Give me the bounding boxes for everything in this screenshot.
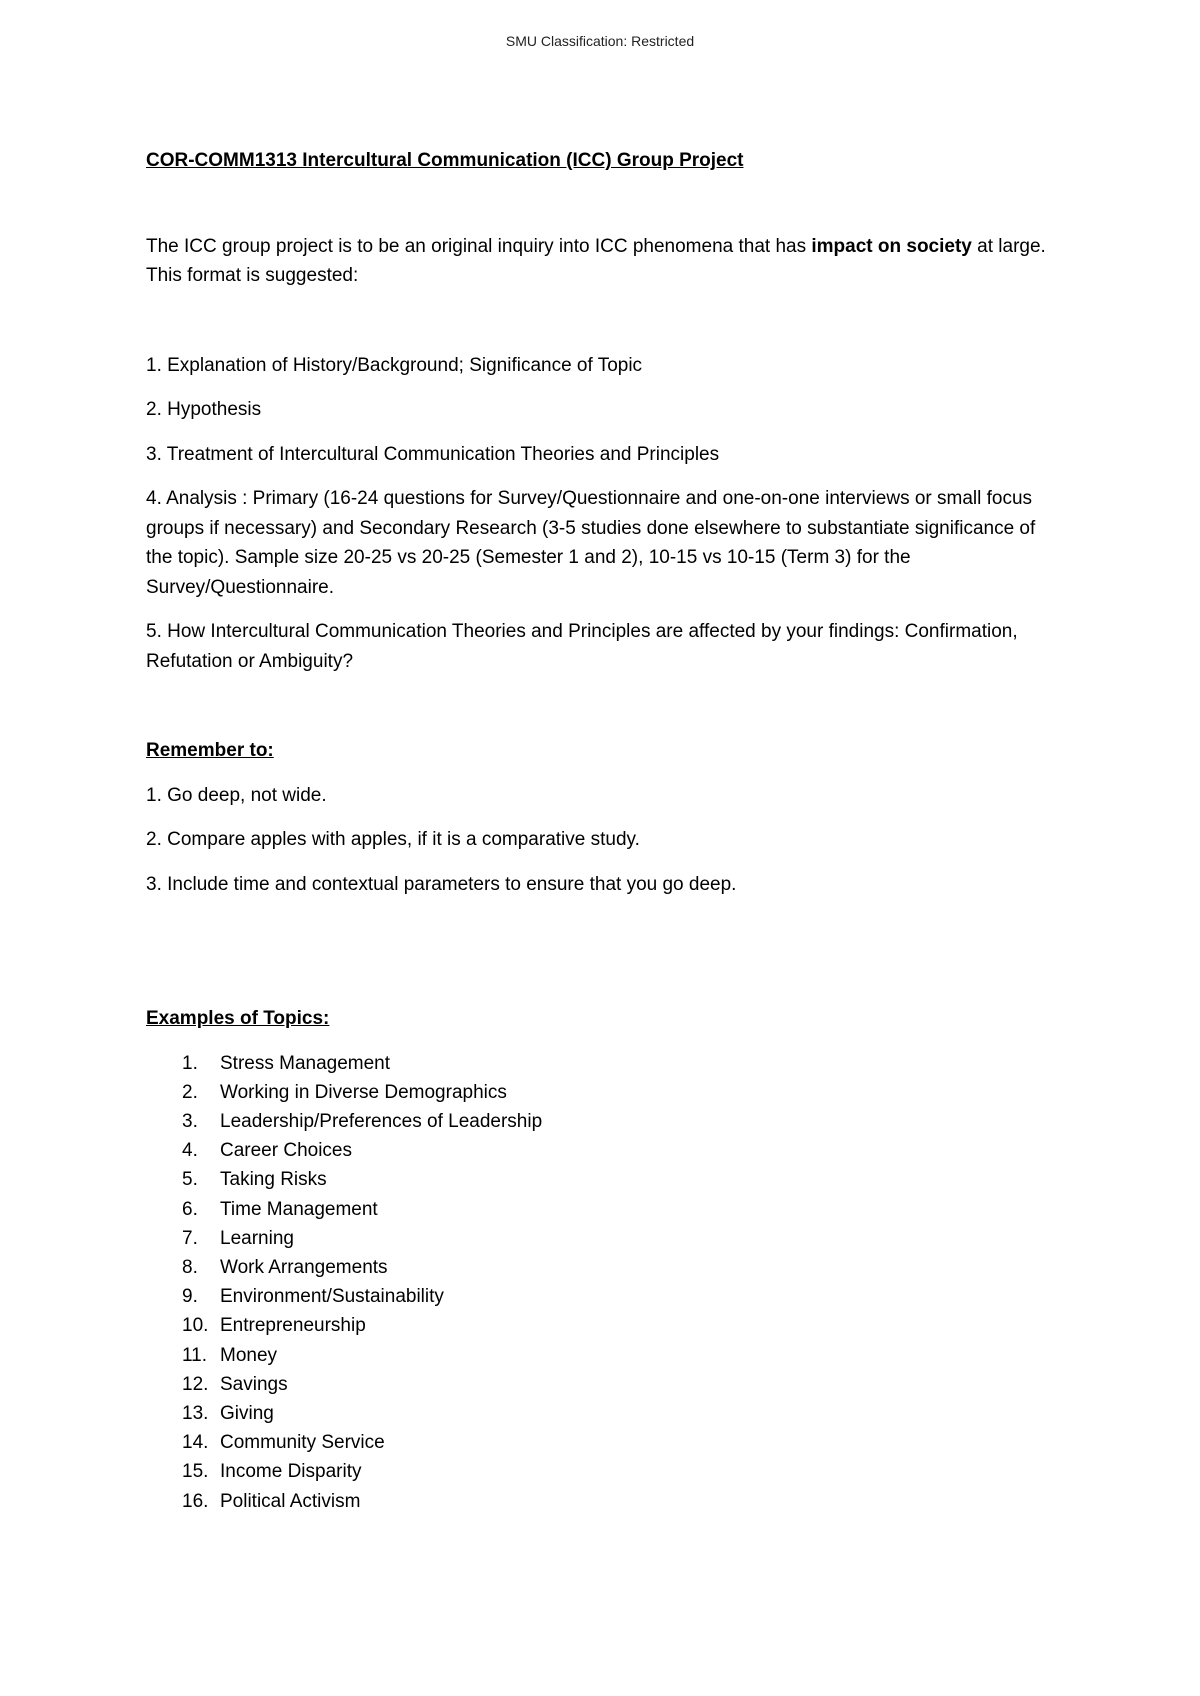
topic-text: Savings bbox=[220, 1373, 288, 1395]
intro-text-end: at large. This format is suggested: bbox=[146, 235, 1046, 286]
format-item-text: Hypothesis bbox=[161, 399, 262, 420]
remember-item-number: 1. bbox=[146, 784, 162, 806]
remember-item-text: Compare apples with apples, if it is a comparative study. bbox=[161, 829, 640, 850]
remember-item-number: 3. bbox=[146, 873, 162, 895]
format-item-number: 5. bbox=[146, 621, 162, 642]
topic-item bbox=[146, 1224, 1066, 1253]
topic-number: 14. bbox=[182, 1432, 209, 1454]
topic-item bbox=[146, 1165, 1066, 1194]
topic-text: Career Choices bbox=[220, 1140, 352, 1162]
topic-item bbox=[146, 1253, 1066, 1282]
topic-text: Political Activism bbox=[220, 1490, 361, 1512]
topic-item bbox=[146, 1399, 1066, 1428]
topic-text: Income Disparity bbox=[220, 1461, 362, 1483]
remember-item-text: Include time and contextual parameters to ensure that you go deep. bbox=[161, 873, 737, 895]
classification-header: SMU Classification: Restricted bbox=[505, 33, 695, 49]
format-item bbox=[146, 484, 1066, 602]
document-title: COR-COMM1313 Intercultural Communication (ICC) Group Project bbox=[146, 150, 744, 171]
format-list bbox=[146, 351, 1066, 677]
topic-number: 12. bbox=[182, 1373, 209, 1395]
topic-item bbox=[146, 1136, 1066, 1165]
topic-item bbox=[146, 1457, 1066, 1486]
format-item-number: 1. bbox=[146, 354, 162, 376]
topic-text: Money bbox=[220, 1344, 278, 1366]
topic-item bbox=[146, 1311, 1066, 1340]
topic-text: Community Service bbox=[220, 1432, 385, 1454]
topic-number: 13. bbox=[182, 1402, 209, 1424]
topic-number: 3. bbox=[182, 1110, 198, 1132]
topic-text: Learning bbox=[220, 1227, 294, 1249]
remember-list bbox=[146, 781, 1066, 900]
remember-heading: Remember to: bbox=[146, 740, 274, 761]
format-item-text: Explanation of History/Background; Significance of Topic bbox=[161, 354, 643, 376]
topic-item bbox=[146, 1341, 1066, 1370]
format-item bbox=[146, 440, 1066, 470]
topic-text: Time Management bbox=[220, 1198, 378, 1220]
topic-list bbox=[146, 1049, 1066, 1516]
format-item bbox=[146, 617, 1066, 676]
topic-number: 10. bbox=[182, 1315, 209, 1337]
intro-paragraph bbox=[146, 232, 1066, 291]
examples-heading: Examples of Topics: bbox=[146, 1008, 330, 1029]
topic-item bbox=[146, 1487, 1066, 1516]
topic-number: 15. bbox=[182, 1461, 209, 1483]
topic-text: Taking Risks bbox=[220, 1169, 327, 1191]
format-item-text: Treatment of Intercultural Communication Theories and Principles bbox=[161, 443, 720, 465]
topic-item bbox=[146, 1078, 1066, 1107]
remember-item-number: 2. bbox=[146, 829, 162, 850]
topic-number: 11. bbox=[182, 1344, 208, 1366]
topic-number: 6. bbox=[182, 1198, 198, 1220]
document-body bbox=[146, 146, 1066, 1516]
topic-text: Work Arrangements bbox=[220, 1256, 388, 1278]
format-item-number: 3. bbox=[146, 443, 162, 465]
topic-number: 4. bbox=[182, 1140, 198, 1162]
topic-item bbox=[146, 1428, 1066, 1457]
topic-text: Environment/Sustainability bbox=[220, 1286, 444, 1308]
remember-item bbox=[146, 781, 1066, 811]
topic-text: Giving bbox=[220, 1402, 274, 1424]
format-item-text: Analysis : Primary (16-24 questions for Survey/Questionnaire and one-on-one interviews or small focus groups if necessary) and Secondary Research (3-5 studies done elsewhere to substantiate significance of the topic). Sample size 20-25 vs 20-25 (Semester 1 and 2), 10-15 vs 10-15 (Term 3) for the Survey/Questionnaire. bbox=[146, 488, 1036, 598]
topic-number: 9. bbox=[182, 1286, 198, 1308]
topic-number: 1. bbox=[182, 1052, 198, 1074]
topic-item bbox=[146, 1370, 1066, 1399]
topic-text: Stress Management bbox=[220, 1052, 391, 1074]
format-item-text: How Intercultural Communication Theories and Principles are affected by your findings: Confirmation, Refutation or Ambiguity? bbox=[146, 621, 1018, 672]
format-item bbox=[146, 351, 1066, 381]
topic-text: Leadership/Preferences of Leadership bbox=[220, 1110, 543, 1132]
topic-item bbox=[146, 1107, 1066, 1136]
topic-text: Working in Diverse Demographics bbox=[220, 1081, 507, 1103]
format-item bbox=[146, 395, 1066, 425]
format-item-number: 2. bbox=[146, 399, 162, 420]
topic-number: 16. bbox=[182, 1490, 209, 1512]
topic-number: 8. bbox=[182, 1256, 198, 1278]
topic-item bbox=[146, 1195, 1066, 1224]
topic-number: 7. bbox=[182, 1227, 198, 1249]
remember-item bbox=[146, 870, 1066, 900]
topic-number: 5. bbox=[182, 1169, 198, 1191]
format-item-number: 4. bbox=[146, 488, 162, 509]
remember-item bbox=[146, 825, 1066, 855]
topic-item bbox=[146, 1049, 1066, 1078]
topic-number: 2. bbox=[182, 1081, 198, 1103]
topic-text: Entrepreneurship bbox=[220, 1315, 366, 1337]
intro-bold-text: impact on society bbox=[811, 235, 972, 257]
topic-item bbox=[146, 1282, 1066, 1311]
intro-text-start: The ICC group project is to be an original inquiry into ICC phenomena that has bbox=[146, 235, 812, 257]
remember-item-text: Go deep, not wide. bbox=[161, 784, 327, 806]
